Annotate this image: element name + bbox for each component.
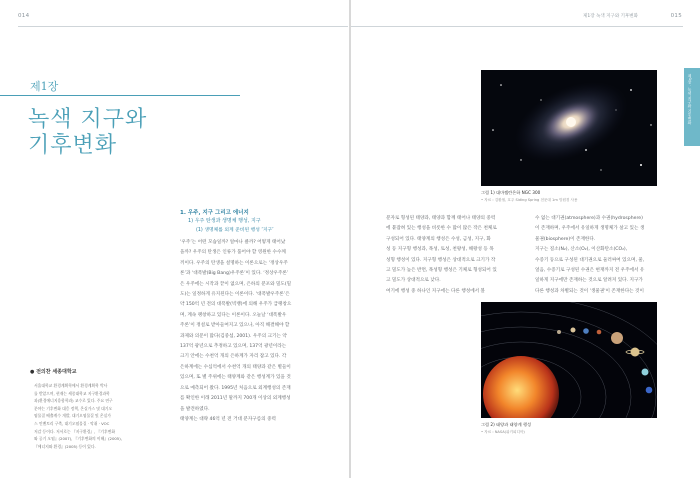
galaxy-image <box>481 70 657 186</box>
chapter-label: 제1장 <box>30 80 59 93</box>
body-line: 태양계는 대략 46억 년 전 거대 분자구름의 중력 <box>180 416 276 422</box>
author-bio-line: 분야는 기후변화 대응 정책, 온실가스 및 대기오 <box>34 405 113 411</box>
body-line: 과제와 의문이 많다(김중섭, 2001). 우주의 크기는 약 <box>180 333 287 339</box>
body-line: 끼이다. 우주의 탄생을 설명하는 이론으로는 ‘정상우주 <box>180 260 288 266</box>
solar-system-photo <box>481 302 657 418</box>
left-page <box>0 0 349 478</box>
body-column <box>180 238 328 425</box>
chapter-side-tab <box>684 68 700 146</box>
figure1-caption: 그림 1) 대마젤란은하 NGC 300 <box>481 190 541 195</box>
header-rule <box>18 26 348 27</box>
author-bio-line: 과(환경에너지융합학과) 교수로 있다. 주요 연구 <box>34 398 113 404</box>
body-line: 고 밀도가 상대적으로 낮다. <box>386 278 441 284</box>
title-line-2: 기후변화 <box>28 133 118 158</box>
body-line: 얼음, 수증기로 구성된 수권은 현재까지 전 우주에서 유 <box>535 268 645 274</box>
body-line: 수증기 등으로 구성된 대기권으로 둘러싸여 있으며, 물, <box>535 257 645 263</box>
side-tab-label: 제1장 · 녹색 지구와 기후변화 <box>688 74 693 125</box>
author-bio-line: 를 받았으며, 현재는 세종대학교 지구환경과학 <box>34 390 110 396</box>
solar-system-image <box>481 302 657 418</box>
body-line: 137억 광년으로 추정하고 있으며, 137억 광년이라는 <box>180 344 287 350</box>
right-page <box>351 0 700 478</box>
body-line: 을까? 우주의 탄생은 인류가 품어야 할 영원한 수수께 <box>180 250 286 256</box>
author-bio-line: 『에너지와 환경』(2005) 등이 있다. <box>34 443 96 449</box>
figure1-source: • 자료 : 김환철, 호주 Siding Spring 천문대 1m 망원경 사용 <box>481 198 578 202</box>
body-line: 구성되어 있다. 태양계의 행성은 수성, 금성, 지구, 화 <box>386 236 491 242</box>
body-line: 수 없는 대기권(atmosphere)과 수권(hydrosphere) <box>535 216 643 221</box>
body-line: 약 150억 년 전의 대폭발(빅뱅)에 의해 우주가 급팽창으 <box>180 302 292 308</box>
figure2-source: • 자료 : NASA(위키피디아) <box>481 430 525 434</box>
body-line: 은 우주에는 시작과 끝이 없으며, 은하의 분포와 밀도(밀 <box>180 281 292 287</box>
body-line: 물권(biosphere)이 존재한다. <box>535 236 596 242</box>
body-line: 에 붙잡혀 있는 행성을 비롯한 수 많이 많은 작은 천체로 <box>386 226 497 232</box>
body-line: 성 등 지구형 행성과, 목성, 토성, 천왕성, 해왕성 등 목 <box>386 247 494 253</box>
body-line: 크기 안에는 수천억 개의 은하계가 자리 잡고 있다. 각 <box>180 354 287 360</box>
body-line: ‘우주’는 어떤 모습일까? 얼마나 클까? 어떻게 태어났 <box>180 240 286 245</box>
body-line: 이 존재하며, 우주에서 유일하게 생명체가 살고 있는 생 <box>535 226 645 232</box>
header-rule <box>351 26 683 27</box>
body-line: 으로 예측되어 왔다. 1995년 처음으로 외계행성의 존재 <box>180 385 291 391</box>
subsection-heading: 1) 우주 탄생과 생명체 행성, 지구 <box>188 218 261 224</box>
body-column-a <box>386 214 524 297</box>
body-line: 일하게 지구에만 존재하는 것으로 알려져 있다. 지구가 <box>535 278 643 284</box>
author-bio-line: 스 인벤토리 구축, 대기오염물질 · 악취 · VOC <box>34 420 110 426</box>
chapter-rule <box>0 95 240 96</box>
author-name: ● 전의찬 세종대학교 <box>30 369 77 375</box>
body-line: 도)는 일정하게 유지된다는 이론이다. ‘대폭발우주론’은 <box>180 292 290 298</box>
body-line: 고 밀도가 높은 반면, 목성형 행성은 기체로 형성되어 있 <box>386 268 497 274</box>
figure2-caption: 그림 2) 태양과 태양계 행성 <box>481 422 532 427</box>
author-bio-line: 와 공기 오염』(2007), 『기후변화의 이해』(2005), <box>34 436 122 442</box>
author-bio-line: 염물질 배출계수 개발, 대기오염물질 및 온실가 <box>34 413 111 419</box>
title-line-1: 녹색 지구와 <box>28 107 148 132</box>
body-line: 은하계에는 수십억에서 수천억 개의 태양과 같은 별들이 <box>180 364 291 370</box>
page-number: 015 <box>670 13 682 19</box>
body-line: 를 확인한 이래 2011년 말까지 700개 이상의 외계행성 <box>180 396 291 402</box>
body-line: 성형 행성이 있다. 지구형 행성은 상대적으로 크기가 작 <box>386 257 496 263</box>
galaxy-photo <box>481 70 657 186</box>
running-header: 제1장 녹색 지구와 기후변화 <box>583 14 638 19</box>
body-line: 론’과 ‘대폭발(Big Bang)우주론’이 있다. ‘정상우주론’ <box>180 271 289 277</box>
body-line: 을 발견하였다. <box>180 406 210 412</box>
body-line: 분자로 형성된 태양과, 태양과 함께 태어나 태양의 중력 <box>386 216 496 221</box>
author-bio-line: 서울대학교 환경계획학에서 환경계획학 박사 <box>34 383 108 388</box>
body-line: 다른 행성과 차별되는 것이 '생물권'이 존재한다는 것이 <box>535 288 644 294</box>
body-line: 주론’이 정설로 받아들여지고 있으나, 아직 해결해야 할 <box>180 323 290 329</box>
body-line: 지구는 질소(N₂), 산소(O₂), 이산화탄소(CO₂), <box>535 247 628 253</box>
body-line: 며, 계속 팽창하고 있다는 이론이다. 오늘날 ‘대폭발우 <box>180 312 287 318</box>
author-bio <box>34 382 154 450</box>
chapter-title <box>28 107 147 159</box>
section-heading: 1. 우주, 지구 그리고 에너지 <box>180 210 249 216</box>
subsubsection-heading: (1) 생명체를 외계 준비된 행성 ‘지구’ <box>196 228 274 233</box>
body-line: 여기에 행성 중 하나인 지구에는 다른 행성에서 볼 <box>386 288 485 294</box>
body-column-b <box>535 214 677 297</box>
author-bio-line: 저감 등이다. 저서로는 『지구환경』, 『기후변화 <box>34 428 115 434</box>
body-line: 있으며, 또 별 주위에는 태양계와 같은 행성계가 있을 것 <box>180 375 291 381</box>
page-gutter <box>349 0 351 478</box>
page-number: 014 <box>18 13 30 19</box>
